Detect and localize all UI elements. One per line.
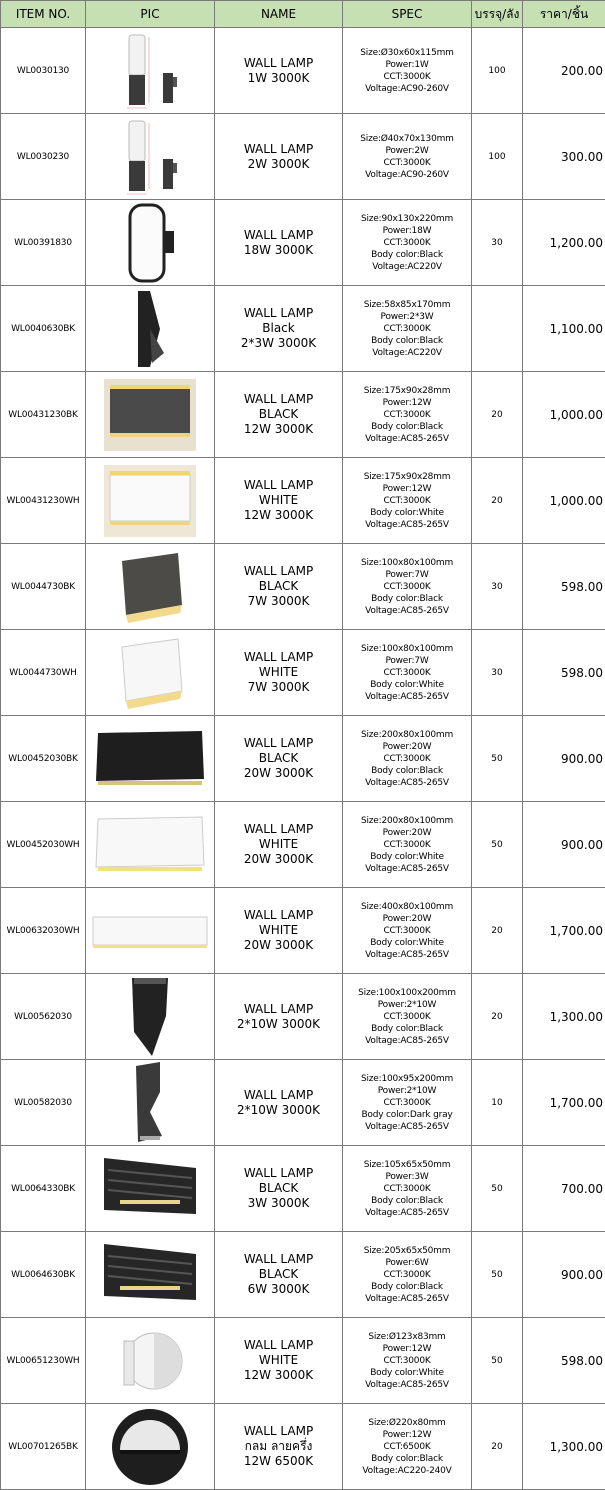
spec-line: Power:12W — [343, 1429, 471, 1441]
spec-line: Voltage:AC85-265V — [343, 1207, 471, 1219]
cylinder-lamp-icon — [86, 31, 214, 111]
product-name — [215, 716, 343, 802]
product-name — [215, 544, 343, 630]
table-row — [1, 1318, 605, 1404]
item-number: WL0064330BK — [1, 1146, 86, 1232]
spec-line: Voltage:AC85-265V — [343, 1379, 471, 1391]
product-spec — [343, 1060, 472, 1146]
spec-line: Power:7W — [343, 655, 471, 667]
spec-line: Size:Ø123x83mm — [343, 1331, 471, 1343]
spec-line: Body color:Black — [343, 1195, 471, 1207]
spec-line: Body color:Black — [343, 765, 471, 777]
product-spec — [343, 1146, 472, 1232]
name-line: WALL LAMP — [215, 228, 342, 243]
product-spec — [343, 544, 472, 630]
name-line: 3W 3000K — [215, 1196, 342, 1211]
unit-price: 598.00 — [523, 544, 605, 630]
spec-line: Voltage:AC85-265V — [343, 777, 471, 789]
header-price: ราคา/ชิ้น — [523, 1, 605, 28]
slanted-lamp-icon — [86, 1062, 214, 1144]
spec-line: CCT:3000K — [343, 1097, 471, 1109]
name-line: WALL LAMP — [215, 1166, 342, 1181]
product-picture — [86, 28, 215, 114]
louver-lamp-icon — [86, 1154, 214, 1224]
header-name: NAME — [215, 1, 343, 28]
name-line: WALL LAMP — [215, 564, 342, 579]
name-line: 7W 3000K — [215, 594, 342, 609]
capsule-lamp-icon — [86, 203, 214, 283]
spec-line: Voltage:AC220V — [343, 261, 471, 273]
spec-line: Size:100x100x200mm — [343, 987, 471, 999]
pack-quantity: 20 — [472, 974, 523, 1060]
spec-line: Voltage:AC85-265V — [343, 605, 471, 617]
spec-line: Power:7W — [343, 569, 471, 581]
product-picture — [86, 458, 215, 544]
item-number: WL0040630BK — [1, 286, 86, 372]
spec-line: CCT:3000K — [343, 581, 471, 593]
table-row — [1, 372, 605, 458]
table-row — [1, 716, 605, 802]
spec-line: Size:58x85x170mm — [343, 299, 471, 311]
pack-quantity: 50 — [472, 1318, 523, 1404]
spec-line: CCT:3000K — [343, 323, 471, 335]
product-picture — [86, 1232, 215, 1318]
name-line: 2*3W 3000K — [215, 336, 342, 351]
unit-price: 1,100.00 — [523, 286, 605, 372]
unit-price: 1,000.00 — [523, 372, 605, 458]
table-row — [1, 286, 605, 372]
table-row — [1, 458, 605, 544]
swivel-lamp-icon — [86, 1321, 214, 1401]
spec-line: CCT:3000K — [343, 925, 471, 937]
product-picture — [86, 286, 215, 372]
spec-line: Size:175x90x28mm — [343, 471, 471, 483]
header-row — [1, 1, 605, 28]
product-spec — [343, 716, 472, 802]
product-spec — [343, 888, 472, 974]
pack-quantity: 20 — [472, 888, 523, 974]
table-row — [1, 544, 605, 630]
product-name — [215, 458, 343, 544]
unit-price: 900.00 — [523, 716, 605, 802]
item-number: WL0064630BK — [1, 1232, 86, 1318]
spec-line: Body color:White — [343, 679, 471, 691]
item-number: WL00452030WH — [1, 802, 86, 888]
item-number: WL00701265BK — [1, 1404, 86, 1490]
unit-price: 900.00 — [523, 1232, 605, 1318]
product-picture — [86, 200, 215, 286]
spec-line: Size:100x80x100mm — [343, 643, 471, 655]
spec-line: CCT:3000K — [343, 753, 471, 765]
name-line: WALL LAMP — [215, 392, 342, 407]
spec-line: Size:Ø220x80mm — [343, 1417, 471, 1429]
spec-line: Size:Ø40x70x130mm — [343, 133, 471, 145]
product-picture — [86, 1146, 215, 1232]
name-line: WALL LAMP — [215, 142, 342, 157]
name-line: 2W 3000K — [215, 157, 342, 172]
product-name — [215, 1060, 343, 1146]
spec-line: Voltage:AC220-240V — [343, 1465, 471, 1477]
product-picture — [86, 372, 215, 458]
product-picture — [86, 888, 215, 974]
table-row — [1, 802, 605, 888]
product-name — [215, 1318, 343, 1404]
product-picture — [86, 716, 215, 802]
spec-line: CCT:3000K — [343, 71, 471, 83]
spec-line: Body color:White — [343, 937, 471, 949]
product-name — [215, 372, 343, 458]
name-line: WALL LAMP — [215, 56, 342, 71]
pack-quantity: 20 — [472, 1404, 523, 1490]
table-row — [1, 200, 605, 286]
spec-line: Size:200x80x100mm — [343, 729, 471, 741]
tapered-lamp-icon — [86, 976, 214, 1058]
spec-line: Voltage:AC90-260V — [343, 169, 471, 181]
pack-quantity: 100 — [472, 28, 523, 114]
name-line: กลม ลายครึ่ง — [215, 1439, 342, 1454]
spec-line: Power:12W — [343, 397, 471, 409]
spec-line: Size:100x95x200mm — [343, 1073, 471, 1085]
spec-line: Size:200x80x100mm — [343, 815, 471, 827]
spec-line: Voltage:AC85-265V — [343, 1293, 471, 1305]
spec-line: Voltage:AC220V — [343, 347, 471, 359]
name-line: WALL LAMP — [215, 650, 342, 665]
product-spec — [343, 1404, 472, 1490]
spec-line: Power:20W — [343, 827, 471, 839]
cylinder-lamp-icon — [86, 117, 214, 197]
item-number: WL00391830 — [1, 200, 86, 286]
item-number: WL00562030 — [1, 974, 86, 1060]
unit-price: 1,700.00 — [523, 1060, 605, 1146]
table-row — [1, 1060, 605, 1146]
spec-line: CCT:3000K — [343, 1011, 471, 1023]
spec-line: Voltage:AC85-265V — [343, 863, 471, 875]
spec-line: Voltage:AC85-265V — [343, 519, 471, 531]
pack-quantity: 10 — [472, 1060, 523, 1146]
unit-price: 598.00 — [523, 1318, 605, 1404]
item-number: WL00431230BK — [1, 372, 86, 458]
angled-lamp-icon — [86, 289, 214, 369]
name-line: WALL LAMP — [215, 908, 342, 923]
unit-price: 900.00 — [523, 802, 605, 888]
pack-quantity: 30 — [472, 630, 523, 716]
spec-line: Body color:Black — [343, 1453, 471, 1465]
spec-line: CCT:3000K — [343, 157, 471, 169]
spec-line: Size:90x130x220mm — [343, 213, 471, 225]
spec-line: Size:205x65x50mm — [343, 1245, 471, 1257]
spec-line: Size:175x90x28mm — [343, 385, 471, 397]
unit-price: 200.00 — [523, 28, 605, 114]
product-picture — [86, 802, 215, 888]
name-line: 7W 3000K — [215, 680, 342, 695]
wide-lamp-black-icon — [86, 723, 214, 795]
name-line: 12W 6500K — [215, 1454, 342, 1469]
table-row — [1, 888, 605, 974]
name-line: WHITE — [215, 837, 342, 852]
spec-line: Power:2*3W — [343, 311, 471, 323]
unit-price: 1,000.00 — [523, 458, 605, 544]
spec-line: CCT:3000K — [343, 1183, 471, 1195]
item-number: WL0044730WH — [1, 630, 86, 716]
name-line: BLACK — [215, 1181, 342, 1196]
name-line: Black — [215, 321, 342, 336]
cube-lamp-white-icon — [86, 635, 214, 711]
name-line: BLACK — [215, 1267, 342, 1282]
product-picture — [86, 544, 215, 630]
header-pic: PIC — [86, 1, 215, 28]
spec-line: CCT:6500K — [343, 1441, 471, 1453]
product-name — [215, 888, 343, 974]
product-name — [215, 286, 343, 372]
product-name — [215, 114, 343, 200]
name-line: 12W 3000K — [215, 508, 342, 523]
spec-line: Body color:Black — [343, 335, 471, 347]
table-row — [1, 630, 605, 716]
spec-line: Power:20W — [343, 741, 471, 753]
header-item: ITEM NO. — [1, 1, 86, 28]
spec-line: CCT:3000K — [343, 667, 471, 679]
spec-line: Body color:Black — [343, 1281, 471, 1293]
long-lamp-white-icon — [86, 901, 214, 961]
product-name — [215, 630, 343, 716]
spec-line: CCT:3000K — [343, 1269, 471, 1281]
name-line: 1W 3000K — [215, 71, 342, 86]
name-line: WALL LAMP — [215, 1002, 342, 1017]
item-number: WL00452030BK — [1, 716, 86, 802]
product-spec — [343, 1318, 472, 1404]
product-spec — [343, 200, 472, 286]
spec-line: Body color:Black — [343, 249, 471, 261]
box-lamp-white-icon — [86, 465, 214, 537]
unit-price: 300.00 — [523, 114, 605, 200]
header-qty: บรรจุ/ลัง — [472, 1, 523, 28]
spec-line: Size:400x80x100mm — [343, 901, 471, 913]
cube-lamp-black-icon — [86, 549, 214, 625]
spec-line: Body color:White — [343, 1367, 471, 1379]
product-name — [215, 28, 343, 114]
name-line: WALL LAMP — [215, 478, 342, 493]
product-spec — [343, 802, 472, 888]
box-lamp-black-icon — [86, 379, 214, 451]
unit-price: 1,700.00 — [523, 888, 605, 974]
product-spec — [343, 286, 472, 372]
product-name — [215, 1404, 343, 1490]
name-line: WALL LAMP — [215, 1424, 342, 1439]
unit-price: 700.00 — [523, 1146, 605, 1232]
item-number: WL00632030WH — [1, 888, 86, 974]
name-line: 20W 3000K — [215, 766, 342, 781]
spec-line: Voltage:AC85-265V — [343, 1121, 471, 1133]
unit-price: 598.00 — [523, 630, 605, 716]
table-row — [1, 28, 605, 114]
item-number: WL0030130 — [1, 28, 86, 114]
product-spec — [343, 372, 472, 458]
product-spec — [343, 1232, 472, 1318]
table-row — [1, 1404, 605, 1490]
name-line: WALL LAMP — [215, 822, 342, 837]
item-number: WL00651230WH — [1, 1318, 86, 1404]
name-line: 2*10W 3000K — [215, 1103, 342, 1118]
item-number: WL0030230 — [1, 114, 86, 200]
name-line: WHITE — [215, 1353, 342, 1368]
pack-quantity: 50 — [472, 1146, 523, 1232]
product-spec — [343, 630, 472, 716]
spec-line: Power:2W — [343, 145, 471, 157]
spec-line: Size:100x80x100mm — [343, 557, 471, 569]
product-picture — [86, 1060, 215, 1146]
pack-quantity — [472, 286, 523, 372]
spec-line: Power:18W — [343, 225, 471, 237]
product-picture — [86, 1318, 215, 1404]
pack-quantity: 50 — [472, 802, 523, 888]
spec-line: CCT:3000K — [343, 839, 471, 851]
item-number: WL00582030 — [1, 1060, 86, 1146]
item-number: WL0044730BK — [1, 544, 86, 630]
name-line: WALL LAMP — [215, 1252, 342, 1267]
name-line: 18W 3000K — [215, 243, 342, 258]
product-spec — [343, 974, 472, 1060]
spec-line: Body color:White — [343, 851, 471, 863]
unit-price: 1,200.00 — [523, 200, 605, 286]
product-name — [215, 1232, 343, 1318]
pack-quantity: 20 — [472, 458, 523, 544]
spec-line: Power:2*10W — [343, 1085, 471, 1097]
pack-quantity: 30 — [472, 200, 523, 286]
pack-quantity: 50 — [472, 1232, 523, 1318]
pack-quantity: 30 — [472, 544, 523, 630]
spec-line: Voltage:AC85-265V — [343, 949, 471, 961]
spec-line: Power:12W — [343, 483, 471, 495]
spec-line: Size:105x65x50mm — [343, 1159, 471, 1171]
product-spec — [343, 114, 472, 200]
product-name — [215, 802, 343, 888]
pack-quantity: 100 — [472, 114, 523, 200]
table-row — [1, 1146, 605, 1232]
spec-line: Power:1W — [343, 59, 471, 71]
table-row — [1, 974, 605, 1060]
name-line: BLACK — [215, 751, 342, 766]
product-name — [215, 1146, 343, 1232]
name-line: WALL LAMP — [215, 306, 342, 321]
spec-line: Body color:Dark gray — [343, 1109, 471, 1121]
unit-price: 1,300.00 — [523, 1404, 605, 1490]
name-line: BLACK — [215, 579, 342, 594]
name-line: 12W 3000K — [215, 1368, 342, 1383]
product-picture — [86, 1404, 215, 1490]
product-name — [215, 200, 343, 286]
name-line: 20W 3000K — [215, 938, 342, 953]
spec-line: Power:2*10W — [343, 999, 471, 1011]
name-line: 20W 3000K — [215, 852, 342, 867]
name-line: WALL LAMP — [215, 736, 342, 751]
product-picture — [86, 974, 215, 1060]
spec-line: Power:6W — [343, 1257, 471, 1269]
spec-line: Body color:Black — [343, 421, 471, 433]
table-row — [1, 114, 605, 200]
louver-lamp-icon — [86, 1240, 214, 1310]
name-line: 2*10W 3000K — [215, 1017, 342, 1032]
spec-line: Power:12W — [343, 1343, 471, 1355]
product-picture — [86, 114, 215, 200]
header-spec: SPEC — [343, 1, 472, 28]
pack-quantity: 20 — [472, 372, 523, 458]
spec-line: Power:3W — [343, 1171, 471, 1183]
spec-line: Body color:Black — [343, 1023, 471, 1035]
spec-line: Voltage:AC85-265V — [343, 1035, 471, 1047]
name-line: WALL LAMP — [215, 1088, 342, 1103]
spec-line: Body color:Black — [343, 593, 471, 605]
spec-line: CCT:3000K — [343, 495, 471, 507]
spec-line: Body color:White — [343, 507, 471, 519]
item-number: WL00431230WH — [1, 458, 86, 544]
unit-price: 1,300.00 — [523, 974, 605, 1060]
product-spec — [343, 458, 472, 544]
table-row — [1, 1232, 605, 1318]
name-line: 12W 3000K — [215, 422, 342, 437]
spec-line: Voltage:AC85-265V — [343, 433, 471, 445]
spec-line: CCT:3000K — [343, 237, 471, 249]
name-line: WHITE — [215, 923, 342, 938]
wide-lamp-white-icon — [86, 809, 214, 881]
pack-quantity: 50 — [472, 716, 523, 802]
product-picture — [86, 630, 215, 716]
name-line: WHITE — [215, 493, 342, 508]
spec-line: Power:20W — [343, 913, 471, 925]
spec-line: CCT:3000K — [343, 409, 471, 421]
round-bulkhead-lamp-icon — [86, 1406, 214, 1488]
spec-line: CCT:3000K — [343, 1355, 471, 1367]
name-line: 6W 3000K — [215, 1282, 342, 1297]
name-line: WHITE — [215, 665, 342, 680]
spec-line: Voltage:AC85-265V — [343, 691, 471, 703]
name-line: BLACK — [215, 407, 342, 422]
name-line: WALL LAMP — [215, 1338, 342, 1353]
product-spec — [343, 28, 472, 114]
product-name — [215, 974, 343, 1060]
spec-line: Size:Ø30x60x115mm — [343, 47, 471, 59]
spec-line: Voltage:AC90-260V — [343, 83, 471, 95]
